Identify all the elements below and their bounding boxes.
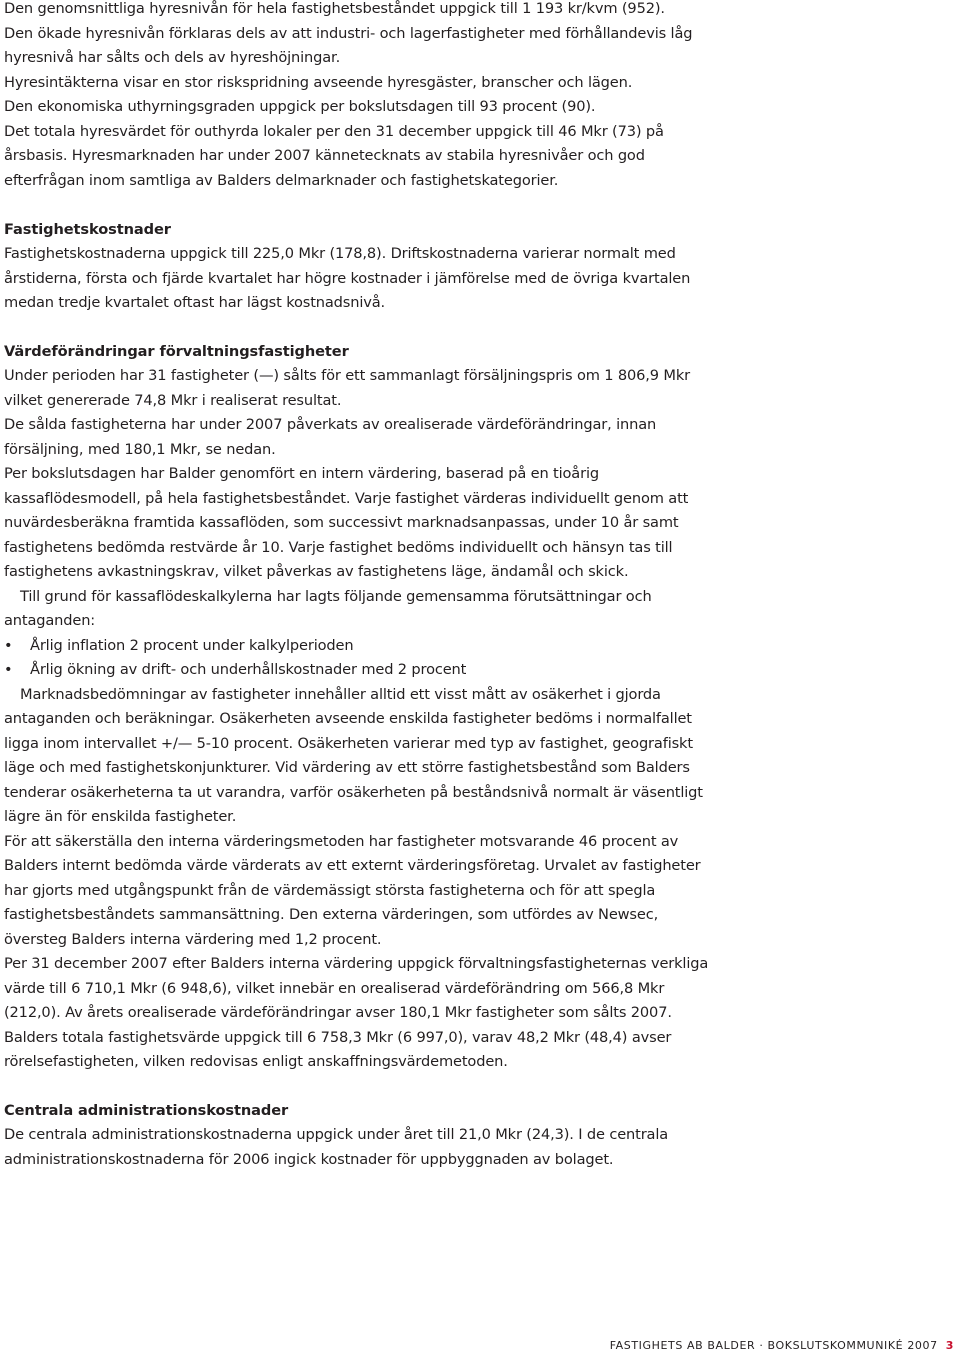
paragraph-internal-valuation: Per bokslutsdagen har Balder genomfört en intern värdering, baserad på en tioårig kassaflödesmodell, på hela fastighetsbeståndet. Varje fastighet värderas individuellt genom att nuvärdesberäkna framtida kassaflöden, som successivt marknadsanpassas, under 10 år samt fastighetens bedömda restvärde år 10. Varje fastighet bedöms individuellt och hänsyn tas till fastighetens avkastningskrav, vilket påverkas av fastighetens läge, ändamål och skick. bbox=[4, 465, 689, 580]
heading-centrala: Centrala administrationskostnader bbox=[4, 1101, 289, 1119]
page-number: 3 bbox=[945, 1339, 954, 1352]
paragraph-unrealized-changes: De sålda fastigheterna har under 2007 påverkats av orealiserade värdeförändringar, innan försäljning, med 180,1 Mkr, se nedan. bbox=[4, 416, 657, 458]
paragraph-market-uncertainty: Marknadsbedömningar av fastigheter innehåller alltid ett visst mått av osäkerhet i gjorda antaganden och beräkningar. Osäkerheten avseende enskilda fastigheter bedöms i normalfallet ligga inom intervallet +/— 5-10 procent. Osäkerheten varierar med typ av fastighet, geografiskt läge och med fastighetskonjunkturer. Vid värdering av ett större fastighetsbestånd som Balders tenderar osäkerheterna ta ut varandra, varför osäkerheten på beståndsnivå normalt är väsentligt lägre än för enskilda fastigheter. bbox=[4, 685, 703, 825]
paragraph-external-valuation: För att säkerställa den interna värderingsmetoden har fastigheter motsvarande 46 procent av Balders internt bedömda värde värderats av ett externt värderingsföretag. Urvalet av fastigheter har gjorts med utgångspunkt från de värdemässigt största fastigheterna och för att spegla fastighetsbeståndets sammansättning. Den externa värderingen, som utfördes av Newsec, översteg Balders interna värdering med 1,2 procent. bbox=[4, 832, 701, 948]
paragraph-occupancy-rate: Den ekonomiska uthyrningsgraden uppgick per bokslutsdagen till 93 procent (90). bbox=[4, 98, 596, 115]
paragraph-admin-costs: De centrala administrationskostnaderna uppgick under året till 21,0 Mkr (24,3). I de centrala administrationskostnaderna för 2006 ingick kostnader för uppbyggnaden av bolaget. bbox=[4, 1126, 669, 1168]
heading-vardeforandringar: Värdeförändringar förvaltningsfastigheter bbox=[4, 342, 349, 360]
spacer bbox=[4, 193, 716, 218]
paragraph-properties-sold: Under perioden har 31 fastigheter (—) sålts för ett sammanlagt försäljningspris om 1 806,9 Mkr vilket genererade 74,8 Mkr i realiserat resultat. bbox=[4, 367, 691, 409]
footer-text: FASTIGHETS AB BALDER · BOKSLUTSKOMMUNIKÉ 2007 bbox=[609, 1339, 938, 1352]
paragraph-vacant-rent-value bbox=[4, 120, 716, 194]
page-footer bbox=[610, 1339, 954, 1352]
vacant-rent-sentence: Det totala hyresvärdet för outhyrda lokaler per den 31 december uppgick till 46 Mkr (73) på årsbasis. bbox=[4, 122, 664, 164]
paragraph-rent-increase: Den ökade hyresnivån förklaras dels av att industri- och lagerfastigheter med förhållandevis låg hyresnivå har sålts och dels av hyreshöjningar. bbox=[4, 24, 693, 66]
paragraph-fair-value: Per 31 december 2007 efter Balders interna värdering uppgick förvaltningsfastigheternas verkliga värde till 6 710,1 Mkr (6 948,6), vilket innebär en orealiserad värdeförändring om 566,8 Mkr (212,0). Av årets orealiserade värdeförändringar avser 180,1 Mkr fastigheter som sålts 2007. Balders totala fastighetsvärde uppgick till 6 758,3 Mkr (6 997,0), varav 48,2 Mkr (48,4) avser rörelsefastigheten, vilken redovisas enligt anskaffningsvärdemetoden. bbox=[4, 955, 709, 1070]
bullet-icon: • bbox=[4, 661, 13, 678]
list-item bbox=[4, 658, 716, 683]
spacer bbox=[4, 316, 716, 340]
paragraph-property-costs: Fastighetskostnaderna uppgick till 225,0 Mkr (178,8). Driftskostnaderna varierar normalt med årstiderna, första och fjärde kvartalet har högre kostnader i jämförelse med de övriga kvartalen medan tredje kvartalet oftast har lägst kostnadsnivå. bbox=[4, 245, 691, 311]
assumptions-list bbox=[4, 634, 716, 683]
bullet-icon: • bbox=[4, 636, 13, 654]
list-item bbox=[4, 634, 716, 659]
list-item-text: Årlig ökning av drift- och underhållskostnader med 2 procent bbox=[30, 661, 467, 678]
rental-market-sentence: Hyresmarknaden har under 2007 kännetecknats av stabila hyresnivåer och god efterfrågan inom samtliga av Balders delmarknader och fastighetskategorier. bbox=[4, 147, 645, 189]
list-item-text: Årlig inflation 2 procent under kalkylperioden bbox=[30, 636, 354, 654]
heading-fastighetskostnader: Fastighetskostnader bbox=[4, 220, 171, 238]
paragraph-assumptions: Till grund för kassaflödeskalkylerna har lagts följande gemensamma förutsättningar och antaganden: bbox=[4, 587, 652, 629]
document-body bbox=[4, 0, 716, 1172]
paragraph-risk-spread: Hyresintäkterna visar en stor riskspridning avseende hyresgäster, branscher och lägen. bbox=[4, 73, 633, 91]
paragraph-average-rent: Den genomsnittliga hyresnivån för hela fastighetsbeståndet uppgick till 1 193 kr/kvm (952). bbox=[4, 0, 665, 17]
spacer bbox=[4, 1075, 716, 1099]
